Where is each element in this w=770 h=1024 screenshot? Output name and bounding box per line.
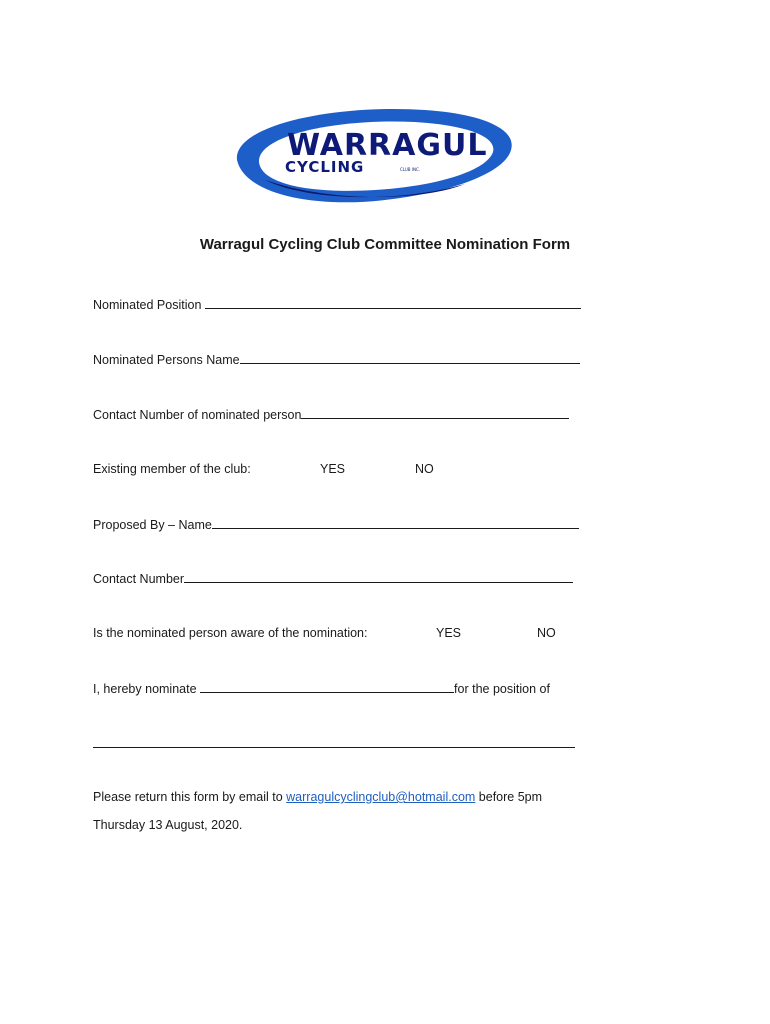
hereby-prefix: I, hereby nominate <box>93 682 197 696</box>
logo-text-club-inc: CLUB INC. <box>400 167 421 172</box>
aware-yes[interactable]: YES <box>436 626 462 640</box>
hereby-nominate-row <box>93 680 550 697</box>
return-text-after: before 5pm <box>478 790 543 804</box>
return-text-before: Please return this form by email to <box>93 790 283 804</box>
return-date: Thursday 13 August, 2020. <box>93 818 243 832</box>
contact-number-label: Contact Number <box>93 572 185 586</box>
contact-nominated-row <box>93 406 569 423</box>
nominated-position-label: Nominated Position <box>93 298 202 312</box>
existing-member-no[interactable]: NO <box>415 462 434 476</box>
logo-text-warragul: WARRAGUL <box>287 128 488 163</box>
contact-number-field[interactable] <box>184 570 573 583</box>
nominated-name-row <box>93 351 580 368</box>
proposed-by-row <box>93 516 579 533</box>
nominated-position-field[interactable] <box>205 296 581 309</box>
hereby-nominee-field[interactable] <box>200 680 454 693</box>
warragul-cycling-logo <box>225 100 525 210</box>
return-email-link[interactable]: warragulcyclingclub@hotmail.com <box>286 790 476 804</box>
contact-number-row <box>93 570 573 587</box>
return-instructions <box>93 789 542 805</box>
position-of-field[interactable] <box>93 735 575 748</box>
logo-graphic <box>225 100 525 210</box>
contact-nominated-label: Contact Number of nominated person <box>93 408 302 422</box>
nominated-position-row <box>93 296 581 313</box>
nominated-name-label: Nominated Persons Name <box>93 353 240 367</box>
logo-text-cycling: CYCLING <box>285 158 365 176</box>
position-of-row <box>93 735 575 752</box>
aware-no[interactable]: NO <box>537 626 556 640</box>
aware-label: Is the nominated person aware of the nomination: <box>93 626 368 640</box>
hereby-suffix: for the position of <box>454 682 550 696</box>
form-title: Warragul Cycling Club Committee Nomination Form <box>199 236 571 253</box>
nominated-name-field[interactable] <box>240 351 580 364</box>
existing-member-label: Existing member of the club: <box>93 462 251 476</box>
existing-member-yes[interactable]: YES <box>320 462 346 476</box>
proposed-by-label: Proposed By – Name <box>93 518 212 532</box>
contact-nominated-field[interactable] <box>301 406 569 419</box>
proposed-by-field[interactable] <box>212 516 579 529</box>
